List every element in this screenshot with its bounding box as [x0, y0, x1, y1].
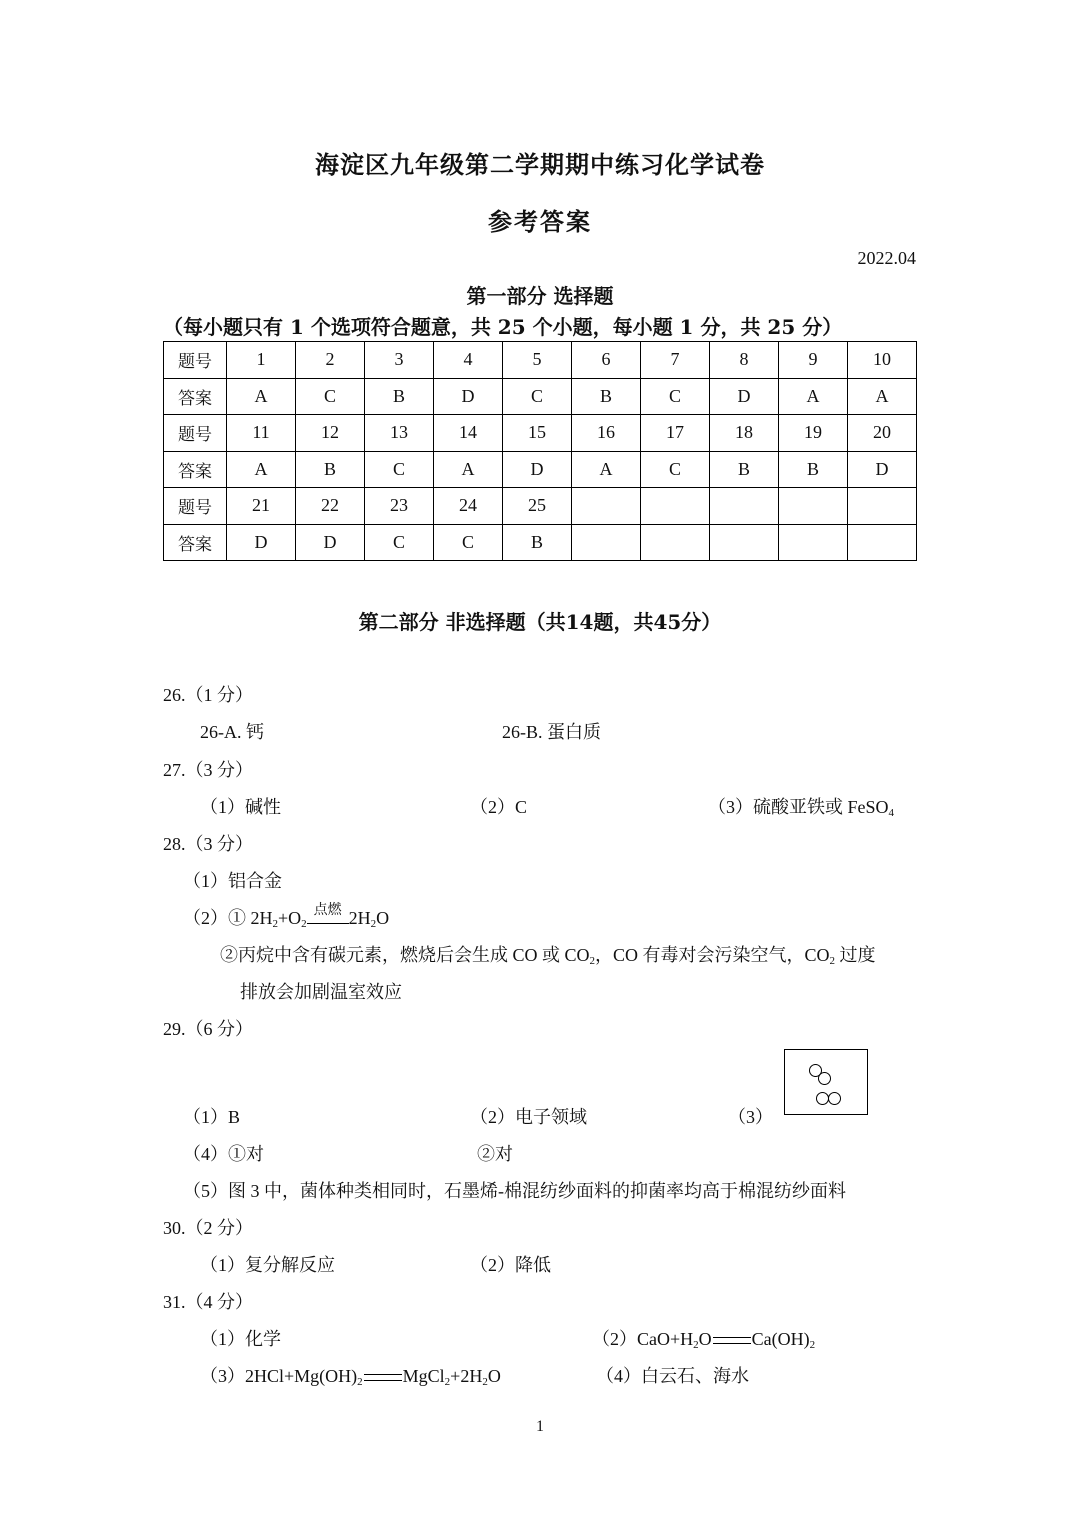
q26-answer-b: 26-B. 蛋白质 — [502, 722, 601, 742]
answer-cell: A — [848, 378, 917, 415]
question-number-cell: 23 — [365, 488, 434, 525]
q30-heading: 30.（2 分） — [163, 1218, 253, 1238]
row-label-question: 题号 — [164, 342, 227, 379]
answer-cell: A — [572, 451, 641, 488]
answer-cell: A — [227, 378, 296, 415]
question-number-cell: 4 — [434, 342, 503, 379]
table-row-answers — [164, 451, 917, 488]
answer-cell: A — [779, 378, 848, 415]
answer-cell — [572, 524, 641, 561]
question-number-cell: 20 — [848, 415, 917, 452]
question-number-cell: 8 — [710, 342, 779, 379]
answer-cell: C — [365, 524, 434, 561]
question-number-cell: 9 — [779, 342, 848, 379]
answer-cell: B — [365, 378, 434, 415]
question-number-cell — [848, 488, 917, 525]
molecule-model-box — [784, 1049, 868, 1115]
question-number-cell: 11 — [227, 415, 296, 452]
page-title: 海淀区九年级第二学期期中练习化学试卷 — [315, 150, 765, 179]
reaction-condition: 点燃 — [313, 903, 342, 918]
row-label-answer: 答案 — [164, 524, 227, 561]
answer-cell: B — [503, 524, 572, 561]
question-number-cell — [572, 488, 641, 525]
row-label-answer: 答案 — [164, 378, 227, 415]
answer-table — [163, 341, 917, 561]
answer-cell: D — [227, 524, 296, 561]
table-row-question-numbers — [164, 342, 917, 379]
reaction-arrow — [307, 903, 349, 924]
q26-answer-a: 26-A. 钙 — [200, 722, 264, 742]
q29-answer-1: （1）B — [183, 1107, 241, 1127]
question-number-cell: 14 — [434, 415, 503, 452]
answer-cell: B — [572, 378, 641, 415]
q29-heading: 29.（6 分） — [163, 1019, 253, 1039]
q29-answer-5: （5）图 3 中，菌体种类相同时，石墨烯-棉混纺纱面料的抑菌率均高于棉混纺纱面料 — [183, 1181, 846, 1201]
q29-answer-4a: （4）①对 — [183, 1144, 264, 1164]
question-number-cell: 25 — [503, 488, 572, 525]
question-number-cell: 6 — [572, 342, 641, 379]
q29-answer-2: （2）电子领域 — [470, 1107, 587, 1127]
question-number-cell: 12 — [296, 415, 365, 452]
answer-cell: A — [434, 451, 503, 488]
question-number-cell — [641, 488, 710, 525]
answer-cell: C — [641, 451, 710, 488]
row-label-question: 题号 — [164, 488, 227, 525]
answer-cell: C — [365, 451, 434, 488]
answer-cell — [779, 524, 848, 561]
answer-cell: C — [296, 378, 365, 415]
exam-date: 2022.04 — [857, 248, 916, 268]
page-subtitle: 参考答案 — [488, 207, 592, 236]
answer-cell: B — [710, 451, 779, 488]
question-number-cell: 13 — [365, 415, 434, 452]
question-number-cell: 2 — [296, 342, 365, 379]
q28-answer-2b-line2: 排放会加剧温室效应 — [240, 982, 402, 1002]
table-row-answers — [164, 524, 917, 561]
atom-circle-icon — [828, 1092, 841, 1105]
q26-heading: 26.（1 分） — [163, 685, 253, 705]
question-number-cell: 22 — [296, 488, 365, 525]
q29-answer-3-label: （3） — [728, 1107, 773, 1127]
q28-heading: 28.（3 分） — [163, 834, 253, 854]
question-number-cell: 21 — [227, 488, 296, 525]
equals-sign-icon — [713, 1337, 751, 1344]
q31-answer-3: $(3)2HCl+Mg(OH)_2$ $MgCl_2+2H_2O$ — [200, 1366, 501, 1388]
answer-cell — [641, 524, 710, 561]
answer-cell: B — [296, 451, 365, 488]
q31-answer-4: （4）白云石、海水 — [596, 1366, 749, 1386]
q31-heading: 31.（4 分） — [163, 1292, 253, 1312]
page-number: 1 — [536, 1418, 544, 1435]
table-row-question-numbers — [164, 488, 917, 525]
part1-heading: 第一部分 选择题 — [466, 284, 614, 308]
question-number-cell: 15 — [503, 415, 572, 452]
answer-cell — [848, 524, 917, 561]
q27-answer-2: （2）C — [470, 797, 528, 817]
part1-instruction: （每小题只有 1 个选项符合题意，共 25 个小题，每小题 1 分，共 25 分） — [163, 315, 843, 339]
answer-cell: D — [503, 451, 572, 488]
q30-answer-2: （2）降低 — [470, 1255, 551, 1275]
answer-cell: D — [848, 451, 917, 488]
q28-answer-2b-line1: ②丙烷中含有碳元素，燃烧后会生成 CO 或 $CO_2$，CO 有毒对会污染空气，$CO_2$ 过度 — [220, 945, 876, 967]
q27-heading: 27.（3 分） — [163, 760, 253, 780]
question-number-cell: 17 — [641, 415, 710, 452]
answer-cell: C — [434, 524, 503, 561]
question-number-cell: 19 — [779, 415, 848, 452]
question-number-cell: 3 — [365, 342, 434, 379]
question-number-cell: 1 — [227, 342, 296, 379]
question-number-cell — [710, 488, 779, 525]
part2-heading: 第二部分 非选择题（共14题，共45分） — [358, 610, 722, 634]
answer-cell: D — [296, 524, 365, 561]
answer-cell: D — [710, 378, 779, 415]
row-label-question: 题号 — [164, 415, 227, 452]
q27-answer-3: （3）硫酸亚铁或 FeSO$_4$ — [708, 797, 895, 819]
q28-equation: （2）① $2H_2+O_2$ 点燃 $2H_2O$ — [183, 904, 389, 930]
answer-cell: B — [779, 451, 848, 488]
q31-answer-2: $(2)CaO+H_2O$ $Ca(OH)_2$ — [592, 1329, 816, 1351]
question-number-cell — [779, 488, 848, 525]
answer-cell: D — [434, 378, 503, 415]
answer-cell: A — [227, 451, 296, 488]
table-row-answers — [164, 378, 917, 415]
atom-circle-icon — [818, 1072, 831, 1085]
q29-answer-4b: ②对 — [477, 1144, 513, 1164]
question-number-cell: 7 — [641, 342, 710, 379]
answer-cell: C — [503, 378, 572, 415]
table-row-question-numbers — [164, 415, 917, 452]
q27-answer-1: （1）碱性 — [200, 797, 281, 817]
question-number-cell: 24 — [434, 488, 503, 525]
q28-answer-1: （1）铝合金 — [183, 871, 282, 891]
question-number-cell: 5 — [503, 342, 572, 379]
answer-cell — [710, 524, 779, 561]
answer-cell: C — [641, 378, 710, 415]
equals-sign-icon — [364, 1374, 402, 1381]
question-number-cell: 10 — [848, 342, 917, 379]
q31-answer-1: （1）化学 — [200, 1329, 281, 1349]
q30-answer-1: （1）复分解反应 — [200, 1255, 335, 1275]
question-number-cell: 18 — [710, 415, 779, 452]
question-number-cell: 16 — [572, 415, 641, 452]
row-label-answer: 答案 — [164, 451, 227, 488]
